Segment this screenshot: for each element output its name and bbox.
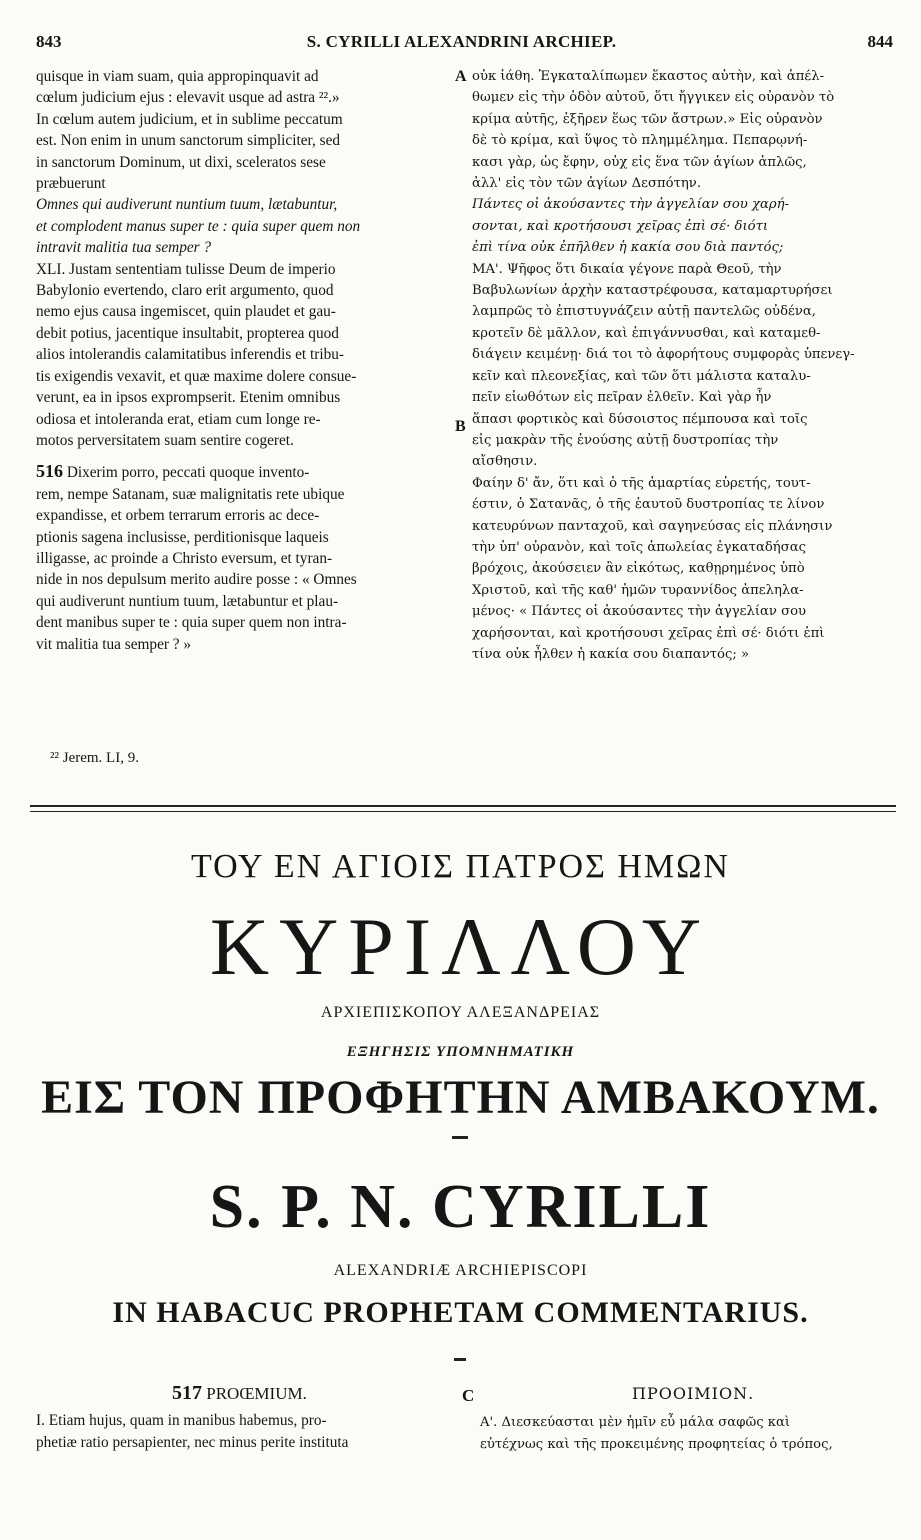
title-latin-line3: IN HABACUC PROPHETAM COMMENTARIUS.	[112, 1296, 809, 1329]
greek-text-line: τὴν ὑπ' οὐρανὸν, καὶ τοῖς ἀπωλείας ἐγκαταδήσας	[472, 539, 806, 555]
greek-text-line: οὐκ ἰάθη. Ἐγκαταλίπωμεν ἕκαστος αὐτὴν, καὶ ἀπέλ-	[472, 69, 825, 84]
margin-marker-c: C	[462, 1386, 475, 1405]
greek-text-line: μένος· « Πάντες οἱ ἀκούσαντες τὴν ἀγγελίαν σου	[472, 604, 807, 620]
latin-text-line: motos perversitatem suam sentire cogeret.	[36, 431, 294, 449]
prooemium-latin-title: PROŒMIUM.	[206, 1384, 307, 1403]
title-greek-line4: ΕΞΗΓΗΣΙΣ ΥΠΟΜΝΗΜΑΤΙΚΗ	[346, 1044, 575, 1060]
latin-text-line: expandisse, et orbem terrarum erroris ac dece-	[36, 507, 320, 525]
section-rule-top	[30, 805, 896, 807]
latin-text-line: intravit malitia tua semper ?	[36, 239, 212, 257]
latin-text-line: debit potius, jacentique insultabit, propterea quod	[36, 324, 339, 342]
greek-text-line: τίνα οὐκ ἦλθεν ἡ κακία σου διαπαντός; »	[472, 646, 750, 662]
margin-marker-a: A	[455, 68, 467, 85]
latin-text-line: XLI. Justam sententiam tulisse Deum de imperio	[36, 260, 336, 278]
prooemium-greek-line: Α'. Διεσκεύασται μὲν ἡμῖν εὖ μάλα σαφῶς καὶ	[480, 1415, 791, 1430]
greek-text-line: έστιν, ὁ Σατανᾶς, ὁ τῆς ἑαυτοῦ δυστροπίας τε λίνον	[472, 497, 825, 513]
latin-column	[36, 66, 452, 655]
running-title: S. CYRILLI ALEXANDRINI ARCHIEP.	[306, 32, 617, 51]
title-dash-1	[452, 1136, 468, 1139]
page-number-right: 844	[867, 32, 893, 51]
greek-text-line: σονται, καὶ κροτήσουσι χεῖρας ἐπὶ σέ· διότι	[472, 218, 769, 234]
greek-text-line: Βαβυλωνίων ἀρχὴν καταστρέφουσα, καταμαρτυρήσει	[472, 283, 833, 299]
prooemium-greek-line: εὐτέχνως καὶ τῆς προκειμένης προφητείας ὁ τρόπος,	[480, 1437, 833, 1452]
greek-text-line: λαμπρῶς τὸ ἐπιστυγνάζειν αὐτῇ παντελῶς οὐδένα,	[472, 304, 816, 320]
prooemium-latin-line: I. Etiam hujus, quam in manibus habemus, pro-	[36, 1412, 327, 1429]
latin-text-line: ptionis sagena inclusisse, perditionisque laqueis	[36, 528, 329, 546]
title-greek-line3: ΑΡΧΙΕΠΙΣΚΟΠΟΥ ΑΛΕΞΑΝΔΡΕΙΑΣ	[320, 1004, 601, 1021]
latin-text-line: vit malitia tua semper ? »	[36, 635, 192, 653]
latin-text-line: in sanctorum Dominum, ut dixi, sceleratos sese	[36, 153, 326, 171]
greek-text-line: Χριστοῦ, καὶ τῆς καθ' ἡμῶν τυραννίδος ἀπεληλα-	[472, 582, 804, 598]
greek-text-line: ἀλλ' εἰς τὸν τῶν ἁγίων Δεσπότην.	[472, 176, 702, 192]
latin-text-line: In cœlum autem judicium, et in sublime peccatum	[36, 110, 343, 128]
latin-text-line: qui audiverunt nuntium tuum, lætabuntur et plau-	[36, 592, 339, 610]
latin-text-line: nemo ejus causa ingemiscet, quin plaudet et gau-	[36, 303, 336, 321]
greek-column	[472, 66, 890, 665]
greek-text-line: θωμεν εἰς τὴν ὁδὸν αὐτοῦ, ὅτι ἤγγικεν εἰς οὐρανὸν τὸ	[472, 90, 835, 106]
greek-text-line: πεῖν εἰωθότων εἰς πεῖραν ἐλθεῖν. Καὶ γὰρ ἦν	[472, 390, 772, 406]
latin-text-line: tis exigendis vexavit, et quæ maxime dolere consue-	[36, 367, 357, 385]
greek-text-line: Φαίην δ' ἄν, ὅτι καὶ ὁ τῆς ἁμαρτίας εὑρετής, τουτ-	[472, 475, 811, 491]
greek-text-line: βρόχοις, ἀκούσειεν ἂν εἰκότως, καθῃρημένος ὑπὸ	[472, 561, 805, 577]
latin-text-line: alios intolerandis calamitatibus inferendis et tribu-	[36, 346, 344, 364]
latin-text-line: præbuerunt	[36, 175, 106, 193]
greek-text-line: εἰς μακρὰν τῆς ἐνούσης αὐτῇ δυστροπίας τὴν	[472, 432, 779, 448]
greek-text-line: κροτεῖν δὲ μᾶλλον, καὶ ἐπιγάννυσθαι, καὶ καταμεθ-	[472, 325, 821, 341]
greek-text-line: δὲ τὸ κρίμα, καὶ ὕψος τὸ πλημμέλημα. Πεπαρῳνή-	[472, 133, 808, 149]
greek-text-line: κατευρύνων πανταχοῦ, καὶ σαγηνεύσας εἰς πλάνησιν	[472, 518, 833, 534]
margin-marker-b: B	[455, 418, 466, 435]
title-greek-name: ΚΥΡΙΛΛΟΥ	[209, 901, 712, 992]
latin-text-line: est. Non enim in unum sanctorum simpliciter, sed	[36, 132, 341, 150]
latin-text-line: 516 Dixerim porro, peccati quoque invento-	[36, 461, 310, 482]
title-dash-2	[454, 1358, 466, 1361]
title-latin-name: S. P. N. CYRILLI	[209, 1173, 712, 1241]
prooemium-number: 517	[172, 1382, 202, 1404]
prooemium-greek-heading: ΠΡΟΟΙΜΙΟΝ.	[632, 1384, 755, 1403]
latin-text-line: quisque in viam suam, quia appropinquavit ad	[36, 68, 319, 85]
prooemium-latin-line: phetiæ ratio persapienter, nec minus perite instituta	[36, 1434, 349, 1451]
latin-text-line: Babylonio evertendo, claro erit argumento, quod	[36, 282, 334, 300]
paragraph-gap	[36, 451, 452, 461]
greek-text-line: χαρήσονται, καὶ κροτήσουσι χεῖρας ἐπὶ σέ· διότι ἐπὶ	[472, 625, 825, 641]
greek-text-line: κρίμα αὐτῆς, ἐξῆρεν ἕως τῶν ἄστρων.» Εἰς οὐρανὸν	[472, 111, 823, 127]
prooemium-latin-text	[36, 1410, 348, 1454]
greek-text-line: κασι γὰρ, ὡς ἔφην, οὐχ εἰς ἕνα τῶν ἁγίων ἁπλῶς,	[472, 154, 807, 170]
latin-text-line: nide in nos depulsum merito audire posse : « Omnes	[36, 571, 357, 589]
latin-text-line: verunt, ea in ipsos exprompserit. Etenim omnibus	[36, 389, 341, 407]
greek-text-line: Πάντες οἱ ἀκούσαντες τὴν ἀγγελίαν σου χαρή-	[472, 197, 790, 213]
latin-text-line: rem, nempe Satanam, suæ malignitatis rete ubique	[36, 485, 345, 503]
greek-text-line: διάγειν κειμένῃ· διά τοι τὸ ἀφορήτους συμφορὰς ὑπενεγ-	[472, 347, 855, 363]
section-rule-bottom	[30, 811, 896, 812]
title-greek-line5: ΕΙΣ ΤΟΝ ΠΡΟΦΗΤΗΝ ΑΜΒΑΚΟΥΜ.	[41, 1071, 880, 1124]
greek-text-line: ΜΑ'. Ψῆφος ὅτι δικαία γέγονε παρὰ Θεοῦ, τὴν	[472, 261, 782, 277]
latin-text-line: cœlum judicium ejus : elevavit usque ad astra ²².»	[36, 89, 340, 107]
latin-text-line: dent manibus super te : quia super quem non intra-	[36, 614, 347, 632]
latin-text-line: odiosa et intoleranda erat, etiam cum longe re-	[36, 410, 321, 428]
title-latin-line2: ALEXANDRIÆ ARCHIEPISCOPI	[333, 1262, 588, 1279]
greek-text-line: ἐπὶ τίνα οὐκ ἐπῆλθεν ἡ κακία σου διὰ παντός;	[472, 240, 784, 256]
page-number-left: 843	[36, 32, 62, 51]
greek-text-line: αἴσθησιν.	[472, 454, 538, 470]
latin-text-line: Omnes qui audiverunt nuntium tuum, lætabuntur,	[36, 196, 338, 214]
latin-text-line: illigasse, ac proinde a Christo eversum, et tyran-	[36, 549, 333, 567]
greek-text-line: ἅπασι φορτικὸς καὶ δύσοιστος πέμπουσα καὶ τοῖς	[472, 411, 808, 427]
page-header	[30, 32, 893, 56]
prooemium-greek-text	[480, 1412, 833, 1456]
prooemium-latin-heading	[172, 1382, 307, 1405]
title-greek-line1: ΤΟΥ ΕΝ ΑΓΙΟΙΣ ΠΑΤΡΟΣ ΗΜΩΝ	[191, 848, 730, 885]
latin-text-line: et complodent manus super te : quia super quem non	[36, 217, 361, 235]
footnote: ²² Jerem. LI, 9.	[50, 750, 139, 766]
greek-text-line: κεῖν καὶ πλεονεξίας, καὶ τῶν ὅτι μάλιστα καταλυ-	[472, 368, 811, 384]
